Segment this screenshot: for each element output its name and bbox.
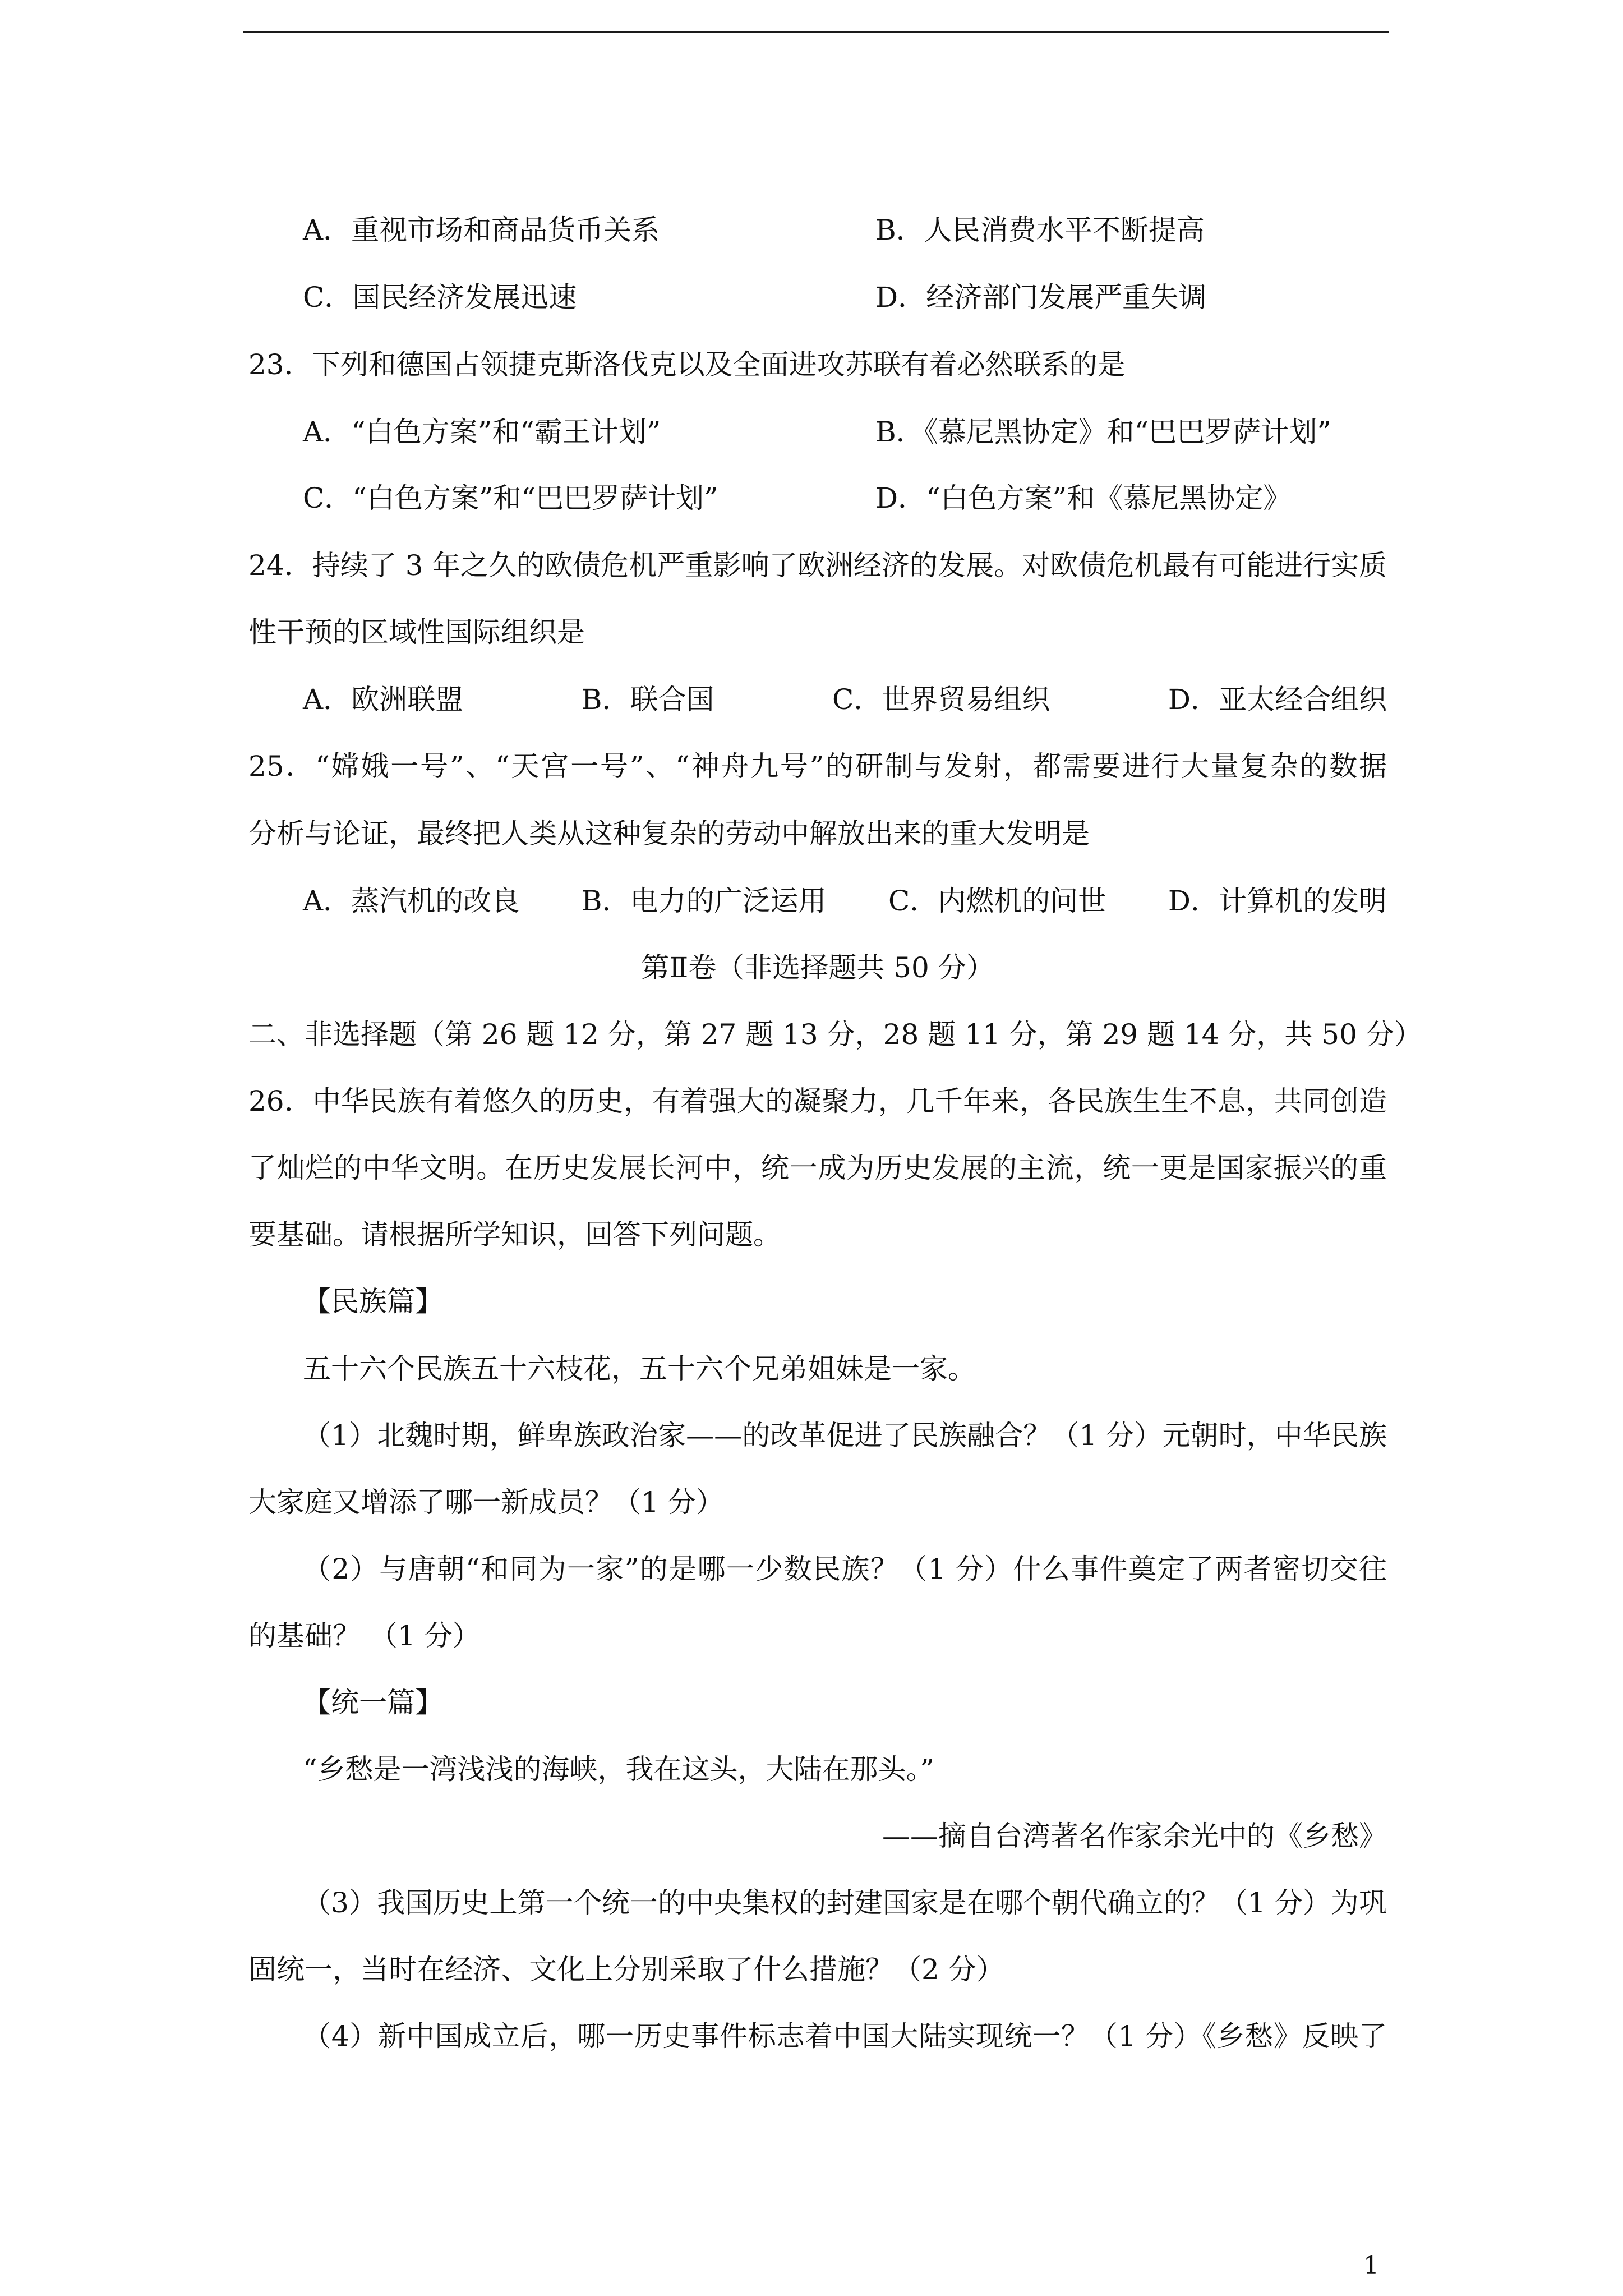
- q22-option-a: A．重视市场和商品货币关系: [303, 214, 660, 246]
- q25-option-d: D．计算机的发明: [1168, 885, 1387, 917]
- q23-option-a: A．“白色方案”和“霸王计划”: [303, 416, 661, 448]
- q26-part-1-quote: 五十六个民族五十六枝花，五十六个兄弟姐妹是一家。: [303, 1352, 976, 1385]
- q26-intro-line-2: 了灿烂的中华文明。在历史发展长河中，统一成为历史发展的主流，统一更是国家振兴的重: [248, 1152, 1387, 1184]
- section-2-heading: 二、非选择题（第 26 题 12 分，第 27 题 13 分，28 题 11 分，第 29 题 14 分，共 50 分）: [248, 1018, 1422, 1051]
- q22-option-b: B．人民消费水平不断提高: [875, 214, 1205, 246]
- q24-option-b: B．联合国: [581, 683, 714, 716]
- q24-option-c: C．世界贸易组织: [832, 683, 1050, 716]
- page-number: 1: [1363, 2251, 1379, 2280]
- q26-sub-3-line-1: （3）我国历史上第一个统一的中央集权的封建国家是在哪个朝代确立的？（1 分）为巩: [303, 1887, 1387, 1919]
- q25-option-c: C．内燃机的问世: [888, 885, 1106, 917]
- q23-option-row-2: [303, 481, 1387, 515]
- q26-sub-2-line-1: （2）与唐朝“和同为一家”的是哪一少数民族？（1 分）什么事件奠定了两者密切交往: [303, 1553, 1387, 1585]
- q26-sub-3-line-2: 固统一，当时在经济、文化上分别采取了什么措施？（2 分）: [248, 1953, 1004, 1986]
- q25-option-a: A．蒸汽机的改良: [303, 885, 520, 917]
- section-2-title: 第Ⅱ卷（非选择题共 50 分）: [641, 951, 994, 984]
- q23-option-b: B．《慕尼黑协定》和“巴巴罗萨计划”: [875, 416, 1331, 448]
- q26-part-2-source: ——摘自台湾著名作家余光中的《乡愁》: [882, 1820, 1387, 1852]
- q26-sub-1-line-2: 大家庭又增添了哪一新成员？（1 分）: [248, 1486, 724, 1519]
- q24-option-a: A．欧洲联盟: [303, 683, 464, 716]
- q24-stem-line-2: 性干预的区域性国际组织是: [248, 616, 585, 648]
- q26-sub-2-line-2: 的基础？ （1 分）: [248, 1619, 481, 1652]
- q26-part-2-title: 【统一篇】: [303, 1686, 443, 1719]
- q26-sub-1-line-1: （1）北魏时期，鲜卑族政治家——的改革促进了民族融合？（1 分）元朝时，中华民族: [303, 1419, 1387, 1452]
- q23-option-row-1: [303, 415, 1387, 449]
- q23-stem: 23．下列和德国占领捷克斯洛伐克以及全面进攻苏联有着必然联系的是: [248, 348, 1126, 381]
- q23-option-d: D．“白色方案”和《慕尼黑协定》: [875, 482, 1292, 514]
- q25-stem-line-1: 25．“嫦娥一号”、“天宫一号”、“神舟九号”的研制与发射，都需要进行大量复杂的数据: [248, 750, 1387, 783]
- q25-option-b: B．电力的广泛运用: [581, 885, 827, 917]
- q24-stem-line-1: 24．持续了 3 年之久的欧债危机严重影响了欧洲经济的发展。对欧债危机最有可能进行实质: [248, 549, 1387, 582]
- q26-intro-line-1: 26．中华民族有着悠久的历史，有着强大的凝聚力，几千年来，各民族生生不息，共同创造: [248, 1085, 1387, 1117]
- q22-option-row-1: [303, 213, 1387, 247]
- q26-part-1-title: 【民族篇】: [303, 1285, 443, 1318]
- q26-intro-line-3: 要基础。请根据所学知识，回答下列问题。: [248, 1218, 781, 1251]
- q24-options: [303, 683, 1387, 716]
- q25-options: [303, 884, 1387, 918]
- q26-part-2-quote: “乡愁是一湾浅浅的海峡，我在这头，大陆在那头。”: [303, 1753, 935, 1786]
- q22-option-d: D．经济部门发展严重失调: [875, 281, 1207, 314]
- q23-option-c: C．“白色方案”和“巴巴罗萨计划”: [303, 482, 718, 514]
- q25-stem-line-2: 分析与论证，最终把人类从这种复杂的劳动中解放出来的重大发明是: [248, 817, 1090, 850]
- q22-option-c: C．国民经济发展迅速: [303, 281, 577, 314]
- header-rule: [243, 31, 1389, 33]
- q24-option-d: D．亚太经合组织: [1168, 683, 1387, 716]
- q22-option-row-2: [303, 280, 1387, 314]
- q26-sub-4-line-1: （4）新中国成立后，哪一历史事件标志着中国大陆实现统一？（1 分）《乡愁》反映了: [303, 2020, 1387, 2053]
